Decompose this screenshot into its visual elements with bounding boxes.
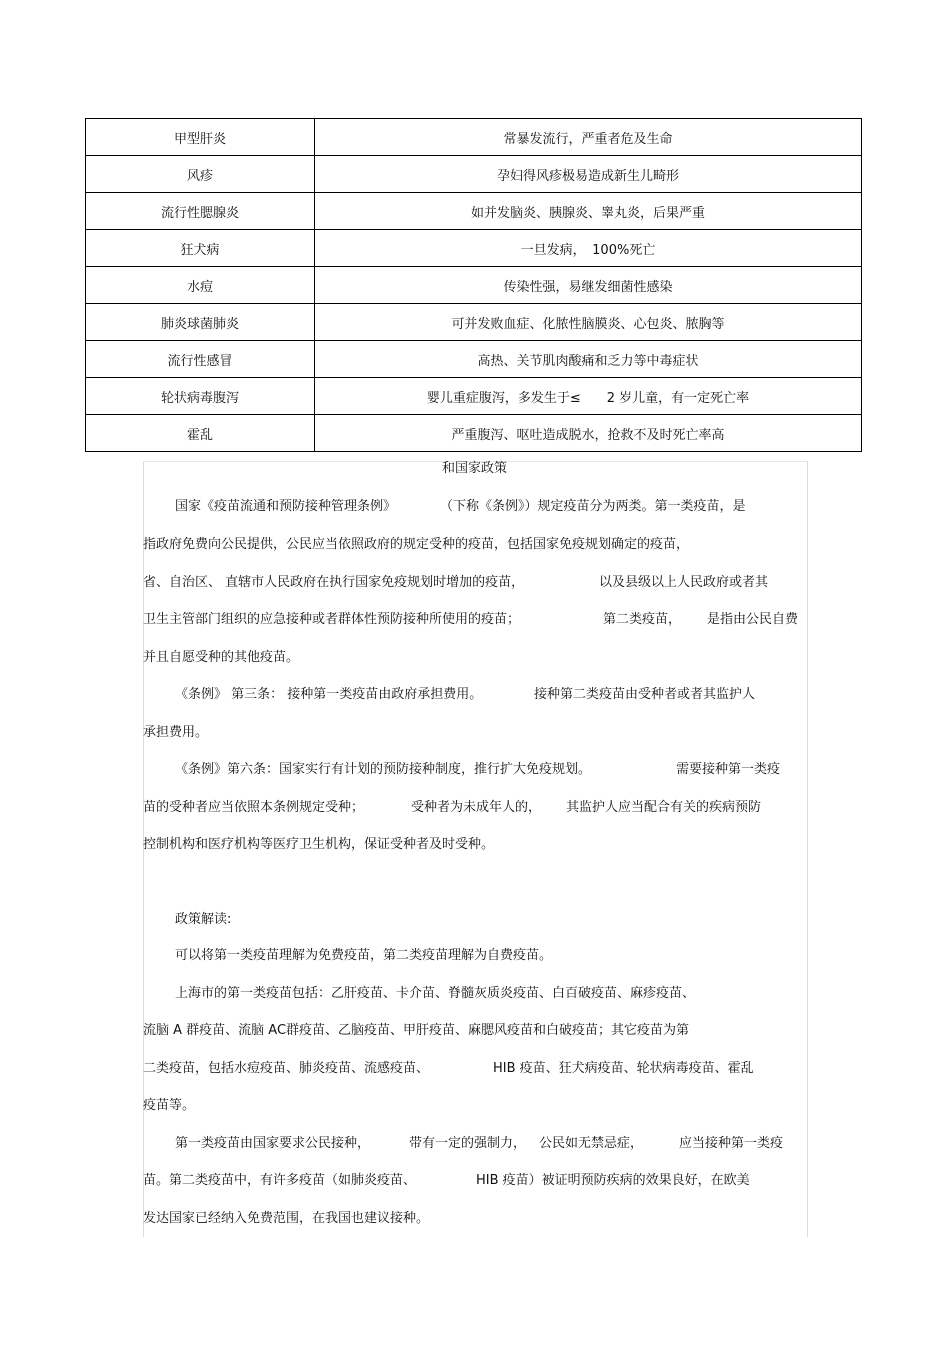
text-segment: 并且自愿受种的其他疫苗。 — [143, 650, 300, 665]
disease-description-cell: 传染性强，易继发细菌性感染 — [315, 267, 862, 304]
disease-name-cell: 水痘 — [86, 267, 315, 304]
text-segment: 指政府免费向公民提供，公民应当依照政府的规定受种的疫苗，包括国家免疫规划确定的疫苗， — [143, 537, 690, 552]
disease-table-body — [86, 119, 862, 452]
text-segment: 疫苗等。 — [143, 1098, 196, 1113]
disease-description-cell: 可并发败血症、化脓性脑膜炎、心包炎、脓胸等 — [315, 304, 862, 341]
table-row — [86, 156, 862, 193]
disease-name-cell: 甲型肝炎 — [86, 119, 315, 156]
text-segment: HIB 疫苗）被证明预防疾病的效果良好，在欧美 — [476, 1173, 750, 1188]
disease-description-cell: 孕妇得风疹极易造成新生儿畸形 — [315, 156, 862, 193]
text-segment: 承担费用。 — [143, 725, 209, 740]
text-segment: 公民如无禁忌症， — [539, 1136, 644, 1151]
text-segment: 发达国家已经纳入免费范围，在我国也建议接种。 — [143, 1211, 430, 1226]
text-segment: HIB 疫苗、狂犬病疫苗、轮状病毒疫苗、霍乱 — [493, 1061, 754, 1076]
text-segment: 是指由公民自费 — [707, 612, 799, 627]
table-row — [86, 193, 862, 230]
disease-name-cell: 风疹 — [86, 156, 315, 193]
text-segment: 可以将第一类疫苗理解为免费疫苗，第二类疫苗理解为自费疫苗。 — [175, 948, 553, 963]
text-segment: 应当接种第一类疫 — [679, 1136, 784, 1151]
text-segment: 卫生主管部门组织的应急接种或者群体性预防接种所使用的疫苗； — [143, 612, 521, 627]
text-segment: 二类疫苗，包括水痘疫苗、肺炎疫苗、流感疫苗、 — [143, 1061, 430, 1076]
table-row — [86, 415, 862, 452]
text-segment: 带有一定的强制力， — [409, 1136, 527, 1151]
text-segment: 控制机构和医疗机构等医疗卫生机构，保证受种者及时受种。 — [143, 837, 495, 852]
table-row — [86, 341, 862, 378]
text-segment: 苗的受种者应当依照本条例规定受种； — [143, 800, 365, 815]
text-segment: 国家《疫苗流通和预防接种管理条例》 — [175, 499, 397, 514]
text-segment: 《条例》 第三条： 接种第一类疫苗由政府承担费用。 — [175, 687, 483, 702]
text-segment: 受种者为未成年人的， — [411, 800, 542, 815]
table-row — [86, 230, 862, 267]
disease-name-cell: 流行性腮腺炎 — [86, 193, 315, 230]
text-segment: 苗。第二类疫苗中，有许多疫苗（如肺炎疫苗、 — [143, 1173, 417, 1188]
disease-name-cell: 肺炎球菌肺炎 — [86, 304, 315, 341]
table-row — [86, 378, 862, 415]
disease-description-cell: 婴儿重症腹泻，多发生于≤ 2 岁儿童，有一定死亡率 — [315, 378, 862, 415]
text-segment: 省、自治区、 直辖市人民政府在执行国家免疫规划时增加的疫苗， — [143, 575, 525, 590]
disease-name-cell: 轮状病毒腹泻 — [86, 378, 315, 415]
disease-description-cell: 如并发脑炎、胰腺炎、睾丸炎，后果严重 — [315, 193, 862, 230]
text-segment: 流脑 A 群疫苗、流脑 AC群疫苗、乙脑疫苗、甲肝疫苗、麻腮风疫苗和白破疫苗；其它疫苗为第 — [143, 1023, 690, 1038]
disease-description-cell: 严重腹泻、呕吐造成脱水，抢救不及时死亡率高 — [315, 415, 862, 452]
text-segment: 以及县级以上人民政府或者其 — [599, 575, 769, 590]
text-segment: 上海市的第一类疫苗包括：乙肝疫苗、卡介苗、脊髓灰质炎疫苗、白百破疫苗、麻疹疫苗、 — [175, 986, 696, 1001]
disease-name-cell: 流行性感冒 — [86, 341, 315, 378]
disease-description-cell: 高热、关节肌肉酸痛和乏力等中毒症状 — [315, 341, 862, 378]
text-segment: 需要接种第一类疫 — [676, 762, 781, 777]
disease-table — [85, 118, 862, 452]
table-row — [86, 304, 862, 341]
table-row — [86, 119, 862, 156]
text-segment: 其监护人应当配合有关的疾病预防 — [566, 800, 762, 815]
disease-name-cell: 霍乱 — [86, 415, 315, 452]
text-segment: 接种第二类疫苗由受种者或者其监护人 — [534, 687, 756, 702]
policy-heading: 和国家政策 — [441, 461, 507, 476]
text-segment: 第二类疫苗， — [603, 612, 682, 627]
text-segment: 政策解读: — [175, 912, 232, 927]
text-segment: （下称《条例》）规定疫苗分为两类。第一类疫苗，是 — [440, 499, 746, 514]
disease-description-cell: 常暴发流行，严重者危及生命 — [315, 119, 862, 156]
text-segment: 第一类疫苗由国家要求公民接种， — [175, 1136, 371, 1151]
text-segment: 《条例》第六条：国家实行有计划的预防接种制度，推行扩大免疫规划。 — [175, 762, 592, 777]
disease-description-cell: 一旦发病， 100%死亡 — [315, 230, 862, 267]
table-row — [86, 267, 862, 304]
disease-name-cell: 狂犬病 — [86, 230, 315, 267]
